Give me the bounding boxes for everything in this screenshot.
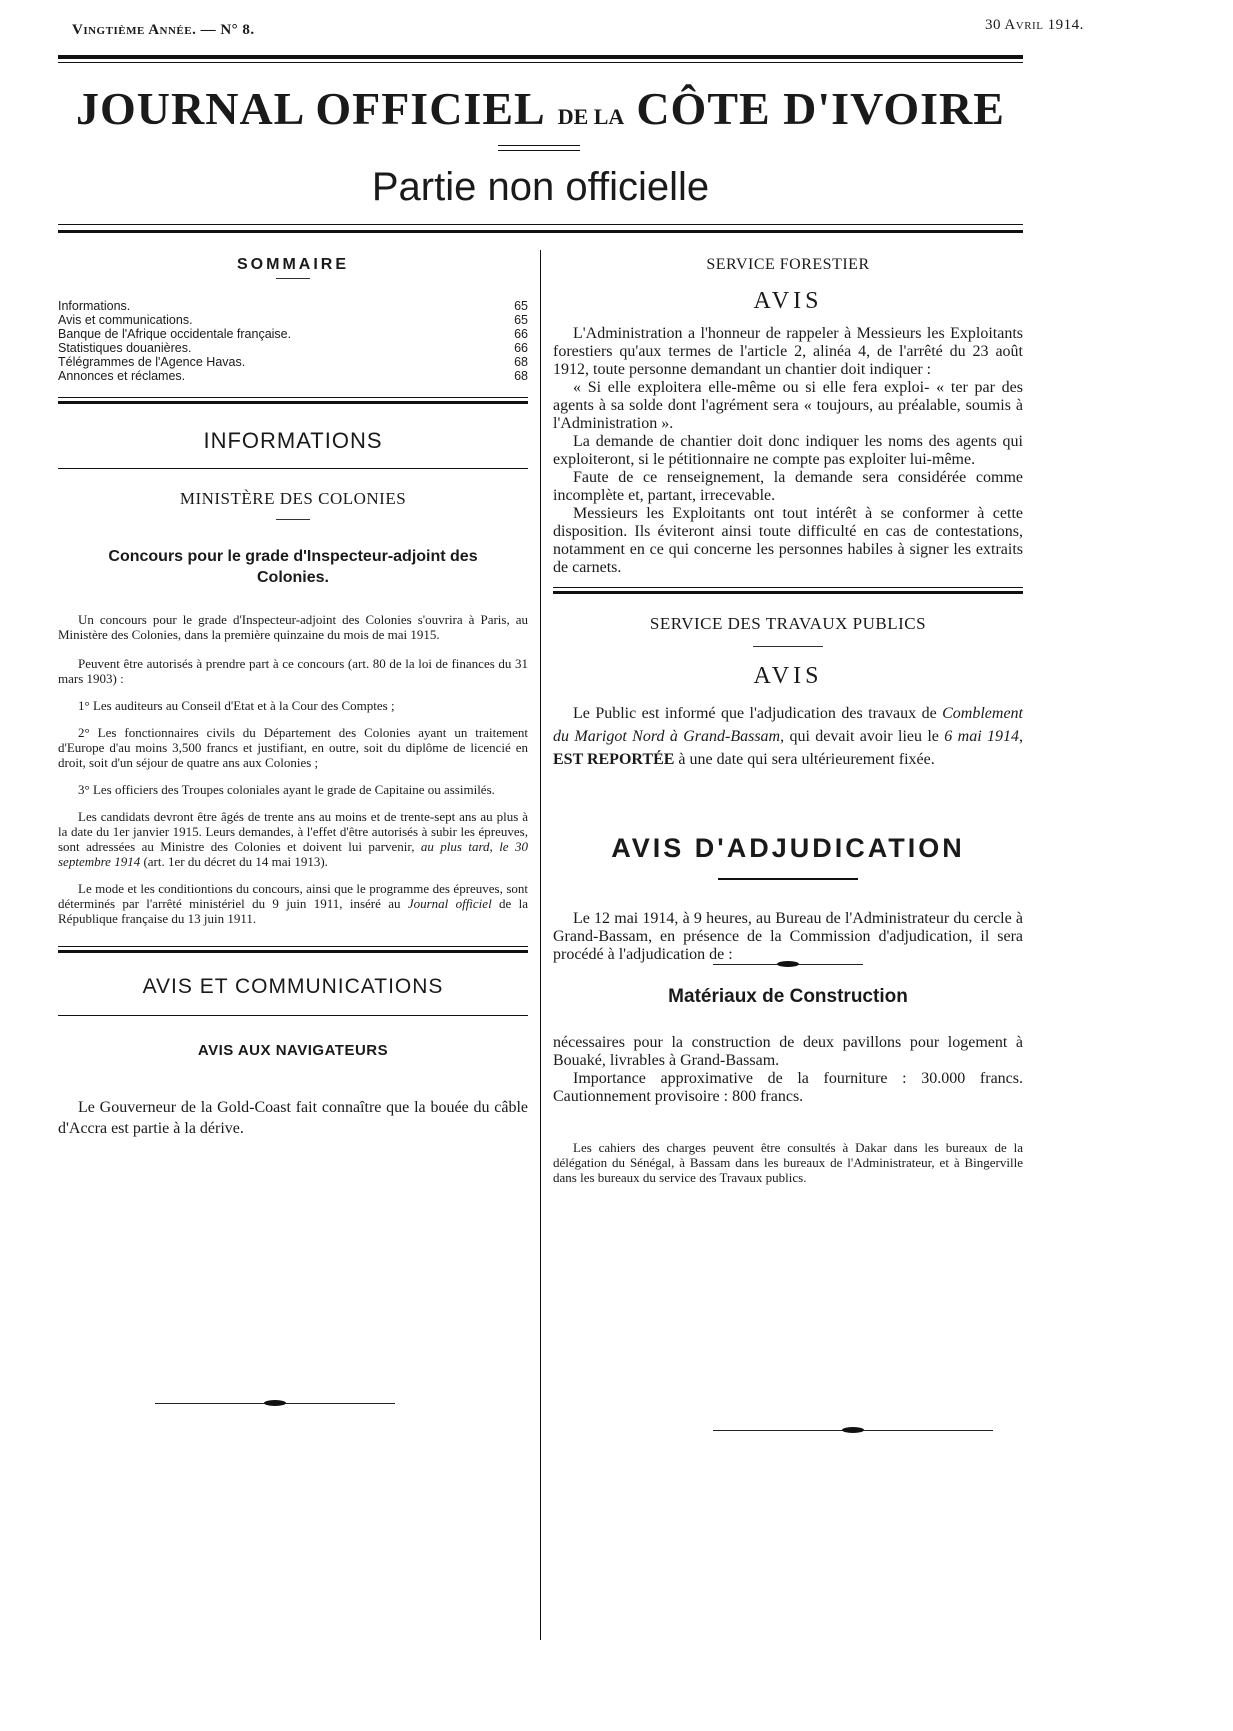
forestier-p4: Faute de ce renseignement, la demande sera considérée comme incomplète et, partant, irrecevable. xyxy=(553,469,1023,504)
ministry-heading: MINISTÈRE DES COLONIES xyxy=(179,489,407,508)
travaux-avis: AVIS xyxy=(753,663,823,689)
header-rule-thick xyxy=(58,55,1023,59)
toc-page: 65 xyxy=(514,313,528,327)
navigateurs-heading: AVIS AUX NAVIGATEURS xyxy=(197,1042,389,1059)
toc-row xyxy=(58,299,528,313)
concours-p7-journal: Journal officiel xyxy=(407,896,492,911)
informations-end-rule xyxy=(58,946,528,953)
travaux-end-ornament xyxy=(713,959,863,971)
toc-page: 68 xyxy=(514,369,528,383)
issue-date: 30 Avril 1914. xyxy=(985,17,1084,33)
travaux-text-a: Le Public est informé que l'adjudication des travaux de xyxy=(573,705,943,722)
subtitle-rule-thin xyxy=(58,224,1023,225)
informations-body xyxy=(58,612,528,926)
adjudication-item: Matériaux de Construction xyxy=(668,986,908,1007)
travaux-reportee: EST REPORTÉE xyxy=(553,751,675,768)
forestier-body xyxy=(553,325,1023,577)
masthead xyxy=(58,82,1023,135)
sommaire-underline xyxy=(276,278,310,279)
masthead-ornament-top xyxy=(498,145,580,146)
travaux-date: 6 mai 1914 xyxy=(944,728,1019,745)
travaux-text-c: , xyxy=(1019,728,1023,745)
avis-comm-heading: AVIS ET COMMUNICATIONS xyxy=(142,975,444,998)
toc-row xyxy=(58,327,528,341)
forestier-avis: AVIS xyxy=(753,288,823,314)
toc-row xyxy=(58,313,528,327)
informations-heading: INFORMATIONS xyxy=(203,428,383,453)
travaux-text-d: à une date qui sera ultérieurement fixée. xyxy=(674,751,935,768)
travaux-location: Comblement du Marigot Nord à Grand-Bassam xyxy=(553,705,1023,745)
concours-title: Concours pour le grade d'Inspecteur-adjoint des Colonies. xyxy=(108,548,478,586)
adjudication-heading: AVIS D'ADJUDICATION xyxy=(611,833,965,863)
forestier-end-rule xyxy=(553,587,1023,594)
concours-p6-text-b: (art. 1er du décret du 14 mai 1913). xyxy=(140,854,328,869)
concours-p7-text-b: de la République française du 13 juin 1911. xyxy=(58,896,528,926)
section-subtitle: Partie non officielle xyxy=(371,165,710,209)
toc-page: 66 xyxy=(514,327,528,341)
column-divider xyxy=(540,250,541,1640)
header-rule-thin xyxy=(58,62,1023,63)
issue-line: Vingtième Année. — N° 8. xyxy=(72,22,255,38)
concours-p3: 1° Les auditeurs au Conseil d'Etat et à la Cour des Comptes ; xyxy=(78,698,395,713)
left-end-ornament xyxy=(155,1398,395,1410)
adjudication-p1: Le 12 mai 1914, à 9 heures, au Bureau de l'Administrateur du cercle à Grand-Bassam, en présence de la Commission d'adjudication, il sera procédé à l'adjudication de : xyxy=(553,910,1023,963)
concours-p1: Un concours pour le grade d'Inspecteur-adjoint des Colonies s'ouvrira à Paris, au Ministère des Colonies, dans la première quinzaine du mois de mai 1915. xyxy=(58,612,528,642)
masthead-title-right: CÔTE D'IVOIRE xyxy=(636,83,1005,134)
travaux-underline xyxy=(753,646,823,647)
ministry-underline xyxy=(276,519,310,520)
toc-page: 66 xyxy=(514,341,528,355)
concours-p6-text-a: Les candidats devront être âgés de trente ans au moins et de trente-sept ans au plus à la date du 1er janvier 1915. Leurs demandes, à l'effet d'être autorisés à subir les épreuves, sont adressées au Ministre des Colonies et doivent lui parvenir, xyxy=(58,809,528,854)
toc-label: Statistiques douanières. xyxy=(58,341,192,355)
adjudication-details xyxy=(553,1034,1023,1106)
forestier-p3: La demande de chantier doit donc indiquer les noms des agents qui exploiteront, si le pétitionnaire ne compte pas exploiter lui-même. xyxy=(553,433,1023,468)
toc-page: 65 xyxy=(514,299,528,313)
concours-p6 xyxy=(58,809,528,869)
toc-row xyxy=(58,341,528,355)
toc-label: Banque de l'Afrique occidentale française. xyxy=(58,327,292,341)
adjudication-underline xyxy=(718,878,858,880)
right-end-ornament xyxy=(713,1425,993,1437)
adjudication-p3: Importance approximative de la fourniture : 30.000 francs. Cautionnement provisoire : 800 francs. xyxy=(553,1070,1023,1105)
forestier-p5: Messieurs les Exploitants ont tout intérêt à se conformer à cette disposition. Ils éviteront ainsi toute difficulté en cas de contestations, notamment en ce qui concerne les personnes habiles à signer les extraits de carnets. xyxy=(553,505,1023,576)
toc-label: Annonces et réclames. xyxy=(58,369,186,383)
right-column xyxy=(553,250,1023,1185)
sommaire-heading: SOMMAIRE xyxy=(237,256,349,273)
concours-p5: 3° Les officiers des Troupes coloniales ayant le grade de Capitaine ou assimilés. xyxy=(78,782,495,797)
forestier-p1: L'Administration a l'honneur de rappeler à Messieurs les Exploitants forestiers qu'aux termes de l'article 2, alinéa 4, de l'arrêté du 23 août 1912, toute personne demandant un chantier doit indiquer : xyxy=(553,325,1023,378)
concours-p7 xyxy=(58,881,528,926)
concours-p6-deadline: au plus tard, le 30 septembre 1914 xyxy=(58,839,528,869)
sommaire-rule xyxy=(58,397,528,404)
toc-row xyxy=(58,355,528,369)
toc-label: Avis et communications. xyxy=(58,313,193,327)
travaux-text xyxy=(553,702,1023,771)
forestier-heading: SERVICE FORESTIER xyxy=(706,256,870,273)
navigateurs-text: Le Gouverneur de la Gold-Coast fait connaître que la bouée du câble d'Accra est partie à la dérive. xyxy=(58,1099,528,1137)
subtitle-rule-thick xyxy=(58,230,1023,233)
concours-p2: Peuvent être autorisés à prendre part à ce concours (art. 80 de la loi de finances du 31 mars 1903) : xyxy=(58,656,528,686)
sommaire-list xyxy=(58,299,528,383)
toc-label: Télégrammes de l'Agence Havas. xyxy=(58,355,246,369)
concours-p7-text-a: Le mode et les conditiontions du concours, ainsi que le programme des épreuves, sont déterminés par l'arrêté ministériel du 9 juin 1911, inséré au xyxy=(58,881,528,911)
adjudication-p4: Les cahiers des charges peuvent être consultés à Dakar dans les bureaux de la délégation du Sénégal, à Bassam dans les bureaux de l'Administrateur, et à Bingerville dans les bureaux du service des Travaux publics. xyxy=(553,1140,1023,1185)
masthead-title-mid: DE LA xyxy=(557,104,625,129)
adjudication-p2: nécessaires pour la construction de deux pavillons pour logement à Bouaké, livrables à Grand-Bassam. xyxy=(553,1034,1023,1069)
travaux-heading: SERVICE DES TRAVAUX PUBLICS xyxy=(649,614,927,633)
avis-comm-rule xyxy=(58,1015,528,1016)
masthead-title-left: JOURNAL OFFICIEL xyxy=(76,83,546,134)
travaux-text-b: , qui devait avoir lieu le xyxy=(780,728,945,745)
toc-page: 68 xyxy=(514,355,528,369)
toc-label: Informations. xyxy=(58,299,131,313)
toc-row xyxy=(58,369,528,383)
left-column xyxy=(58,250,528,1139)
forestier-p2: « Si elle exploitera elle-même ou si elle fera exploi- « ter par des agents à sa solde dont l'agrément sera « toujours, au préalable, soumis à l'Administration ». xyxy=(553,379,1023,432)
masthead-ornament-bottom xyxy=(498,150,580,151)
concours-p4: 2° Les fonctionnaires civils du Département des Colonies ayant un traitement d'Europe d'au moins 3,500 francs et justifiant, en outre, soit du diplôme de licencié en droit, soit d'un séjour de quatre ans aux Colonies ; xyxy=(58,725,528,770)
informations-rule xyxy=(58,468,528,469)
